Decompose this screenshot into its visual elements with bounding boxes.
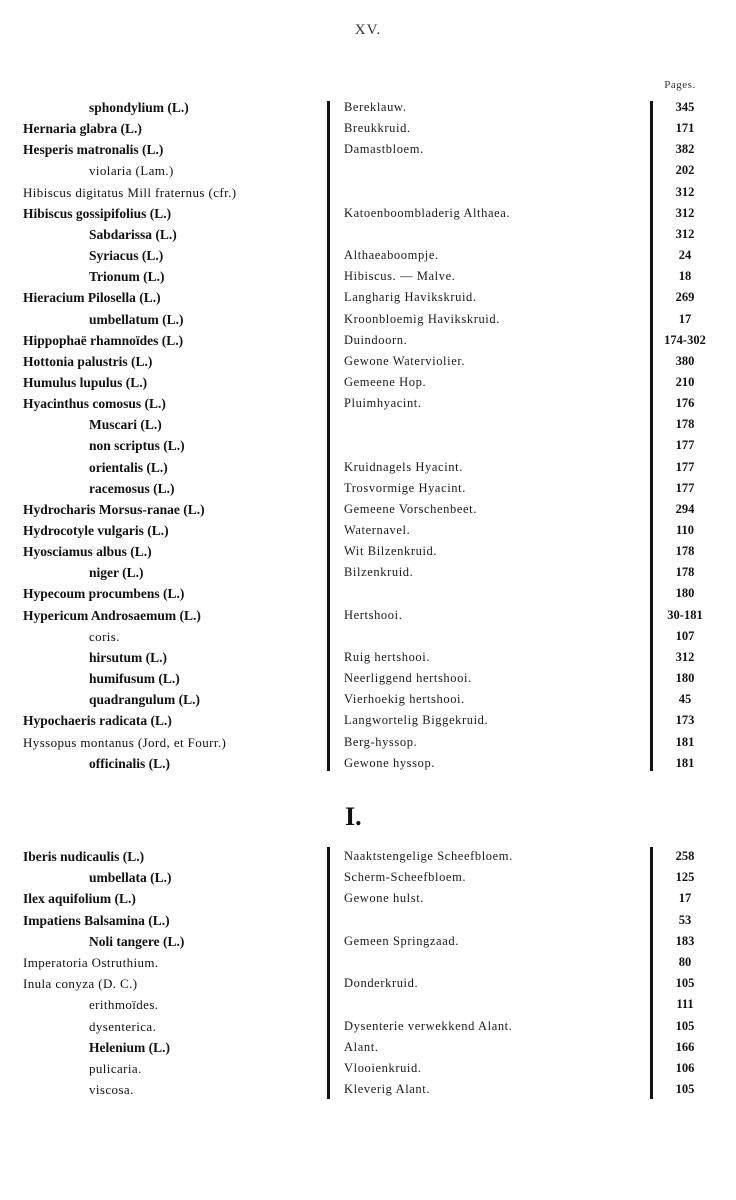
page-ref: 210 (675, 374, 695, 389)
index-entry (0, 605, 736, 626)
index-entry (0, 478, 736, 499)
latin-name: non scriptus (L.) (89, 438, 185, 454)
latin-name: Hottonia palustris (L.) (23, 353, 153, 369)
page-ref: 106 (675, 1061, 695, 1075)
page-ref: 176 (675, 396, 695, 411)
dutch-name: Wit Bilzenkruid. (344, 544, 438, 559)
index-entry (0, 562, 736, 583)
page-ref: 178 (675, 417, 695, 432)
latin-name: Helenium (L.) (89, 1039, 170, 1055)
latin-name: Hippophaë rhamnoïdes (L.) (23, 332, 184, 348)
index-entry (0, 182, 736, 203)
index-entry (0, 846, 736, 867)
index-entry (0, 1058, 736, 1079)
latin-name: Hieracium Pilosella (L.) (23, 290, 161, 306)
page-ref: 24 (678, 248, 692, 263)
latin-name: Syriacus (L.) (89, 248, 164, 264)
page-ref: 178 (675, 544, 695, 559)
section-letter-i: I. (345, 802, 362, 831)
page-ref: 171 (675, 121, 695, 136)
latin-name: Impatiens Balsamina (L.) (23, 912, 170, 928)
page-ref: 125 (675, 870, 695, 885)
index-entry (0, 457, 736, 478)
dutch-name: Duindoorn. (344, 332, 408, 347)
latin-name: Hydrocharis Morsus-ranae (L.) (23, 501, 205, 517)
page-ref: 17 (678, 891, 692, 906)
dutch-name: Damastbloem. (344, 142, 424, 157)
index-entry (0, 520, 736, 541)
latin-name: Hibiscus digitatus Mill fraternus (cfr.) (23, 184, 237, 200)
page-ref: 269 (675, 290, 695, 305)
index-entry (0, 309, 736, 330)
latin-name: Hydrocotyle vulgaris (L.) (23, 523, 169, 538)
latin-name: pulicaria. (89, 1061, 142, 1076)
index-entry (0, 266, 736, 287)
latin-name: umbellata (L.) (89, 870, 172, 886)
dutch-name: Vierhoekig hertshooi. (344, 692, 465, 707)
latin-name: officinalis (L.) (89, 755, 170, 771)
index-entry (0, 1016, 736, 1037)
latin-name: quadrangulum (L.) (89, 692, 201, 708)
page-ref: 312 (675, 649, 695, 664)
index-entry (0, 160, 736, 181)
dutch-name: Berg-hyssop. (344, 734, 418, 749)
index-entry (0, 414, 736, 435)
index-entry (0, 245, 736, 266)
latin-name: violaria (Lam.) (89, 163, 174, 179)
page-ref: 111 (676, 997, 694, 1012)
page-ref: 180 (675, 586, 695, 601)
index-entry (0, 952, 736, 973)
latin-name: Hesperis matronalis (L.) (23, 142, 164, 158)
page-ref: 110 (675, 523, 695, 537)
index-entry (0, 710, 736, 731)
latin-name: sphondylium (L.) (89, 100, 189, 115)
page-ref: 105 (675, 1082, 695, 1097)
index-entry (0, 118, 736, 139)
latin-name: coris. (89, 628, 120, 644)
latin-name: Imperatoria Ostruthium. (23, 955, 159, 970)
index-entry (0, 973, 736, 994)
pages-column-header: Pages. (664, 79, 696, 91)
latin-name: hirsutum (L.) (89, 649, 168, 665)
latin-name: Muscari (L.) (89, 417, 162, 433)
index-entry (0, 224, 736, 245)
page-ref: 177 (675, 459, 695, 474)
latin-name: Hypochaeris radicata (L.) (23, 713, 172, 729)
dutch-name: Gewone Waterviolier. (344, 353, 466, 368)
page-ref: 202 (675, 163, 695, 178)
latin-name: Hyssopus montanus (Jord, et Fourr.) (23, 734, 227, 750)
dutch-name: Gewone hulst. (344, 891, 425, 906)
page-ref: 45 (678, 692, 692, 707)
page-ref: 312 (675, 184, 695, 199)
index-entry (0, 931, 736, 952)
page-ref: 80 (678, 955, 692, 969)
page-ref: 180 (675, 671, 695, 686)
page-ref: 183 (675, 933, 695, 948)
page-ref: 53 (678, 912, 692, 927)
dutch-name: Katoenboombladerig Althaea. (344, 205, 511, 220)
dutch-name: Bereklauw. (344, 100, 407, 114)
index-entry (0, 583, 736, 604)
latin-name: Noli tangere (L.) (89, 933, 185, 949)
dutch-name: Neerliggend hertshooi. (344, 671, 472, 686)
index-entry (0, 689, 736, 710)
dutch-name: Vlooienkruid. (344, 1061, 422, 1075)
latin-name: niger (L.) (89, 565, 144, 581)
latin-name: Sabdarissa (L.) (89, 226, 177, 242)
page-ref: 173 (675, 713, 695, 728)
dutch-name: Gemeene Vorschenbeet. (344, 501, 477, 516)
latin-name: Trionum (L.) (89, 269, 165, 285)
dutch-name: Kruidnagels Hyacint. (344, 459, 463, 474)
page-ref: 312 (675, 226, 695, 241)
dutch-name: Althaeaboompje. (344, 248, 439, 263)
page-ref: 258 (675, 849, 695, 863)
page-ref: 107 (675, 628, 695, 643)
index-entry (0, 732, 736, 753)
dutch-name: Bilzenkruid. (344, 565, 414, 580)
latin-name: umbellatum (L.) (89, 311, 184, 327)
index-entry (0, 994, 736, 1015)
dutch-name: Gemeene Hop. (344, 374, 427, 389)
dutch-name: Dysenterie verwekkend Alant. (344, 1018, 513, 1033)
dutch-name: Naaktstengelige Scheefbloem. (344, 849, 513, 863)
index-entry (0, 668, 736, 689)
index-entry (0, 541, 736, 562)
index-entry (0, 1037, 736, 1058)
latin-name: Ilex aquifolium (L.) (23, 891, 136, 907)
index-entry (0, 97, 736, 118)
index-entry (0, 203, 736, 224)
dutch-name: Breukkruid. (344, 121, 411, 136)
dutch-name: Ruig hertshooi. (344, 649, 431, 664)
index-entry (0, 910, 736, 931)
page-ref: 181 (675, 734, 695, 749)
dutch-name: Kleverig Alant. (344, 1082, 431, 1097)
latin-name: orientalis (L.) (89, 459, 168, 475)
dutch-name: Pluimhyacint. (344, 396, 422, 411)
index-entry (0, 753, 736, 774)
page-ref: 312 (675, 205, 695, 220)
dutch-name: Scherm-Scheefbloem. (344, 870, 467, 885)
latin-name: Hyacinthus comosus (L.) (23, 396, 166, 412)
page-ref: 380 (675, 353, 695, 368)
dutch-name: Langwortelig Biggekruid. (344, 713, 489, 728)
index-entry (0, 372, 736, 393)
index-entry (0, 1079, 736, 1100)
latin-name: humifusum (L.) (89, 671, 180, 687)
page-ref: 177 (675, 480, 695, 495)
latin-name: Hernaria glabra (L.) (23, 121, 142, 137)
page-ref: 345 (675, 100, 695, 114)
page-ref: 166 (675, 1039, 695, 1054)
dutch-name: Hertshooi. (344, 607, 403, 622)
dutch-name: Kroonbloemig Havikskruid. (344, 311, 500, 326)
index-entry (0, 626, 736, 647)
page-number: XV. (354, 22, 382, 38)
page-ref: 177 (675, 438, 695, 453)
page-ref: 105 (675, 1018, 695, 1033)
index-entry (0, 435, 736, 456)
latin-name: viscosa. (89, 1082, 134, 1098)
dutch-name: Waternavel. (344, 523, 411, 537)
latin-name: dysenterica. (89, 1018, 157, 1034)
dutch-name: Gemeen Springzaad. (344, 933, 459, 948)
index-entry (0, 499, 736, 520)
page-ref: 17 (678, 311, 692, 326)
index-entry (0, 888, 736, 909)
dutch-name: Gewone hyssop. (344, 755, 436, 770)
latin-name: Hyosciamus albus (L.) (23, 544, 152, 560)
index-entry (0, 330, 736, 351)
page-ref: 174-302 (664, 332, 706, 347)
index-entry (0, 139, 736, 160)
index-entry (0, 867, 736, 888)
page-ref: 294 (675, 501, 695, 516)
index-entry (0, 393, 736, 414)
index-entry (0, 287, 736, 308)
latin-name: Hypecoum procumbens (L.) (23, 586, 185, 602)
latin-name: Humulus lupulus (L.) (23, 374, 148, 390)
page-ref: 178 (675, 565, 695, 580)
page-ref: 181 (675, 755, 695, 770)
latin-name: Hibiscus gossipifolius (L.) (23, 205, 172, 221)
latin-name: erithmoïdes. (89, 997, 159, 1013)
dutch-name: Alant. (344, 1039, 379, 1054)
dutch-name: Langharig Havikskruid. (344, 290, 477, 305)
page-ref: 105 (675, 976, 695, 991)
latin-name: racemosus (L.) (89, 480, 175, 496)
latin-name: Hypericum Androsaemum (L.) (23, 607, 201, 623)
page-ref: 18 (678, 269, 692, 284)
index-entry (0, 647, 736, 668)
index-entry (0, 351, 736, 372)
latin-name: Inula conyza (D. C.) (23, 976, 138, 992)
page-ref: 30-181 (667, 607, 703, 622)
latin-name: Iberis nudicaulis (L.) (23, 849, 145, 864)
page-ref: 382 (675, 142, 695, 157)
dutch-name: Donderkruid. (344, 976, 419, 991)
dutch-name: Trosvormige Hyacint. (344, 480, 466, 495)
dutch-name: Hibiscus. — Malve. (344, 269, 456, 284)
